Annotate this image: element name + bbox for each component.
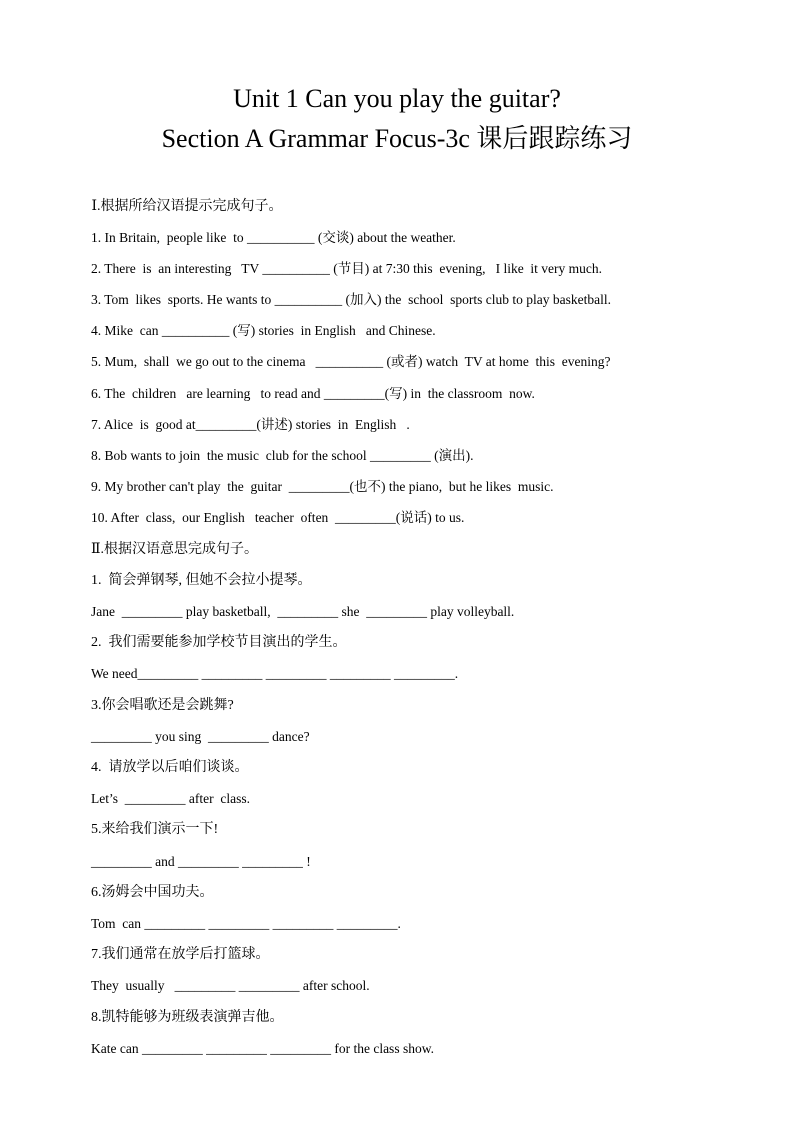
exercise-2-prompt: 7.我们通常在放学后打篮球。 xyxy=(91,947,270,962)
exercise-2-answer-line: Tom can _________ _________ _________ _________. xyxy=(91,916,401,931)
exercise-2-answer-line: Let’s _________ after class. xyxy=(91,791,250,806)
exercise-1-item: 8. Bob wants to join the music club for the school _________ (演出). xyxy=(91,448,474,463)
exercise-2-answer-line: Kate can _________ _________ _________ for the class show. xyxy=(91,1041,434,1056)
worksheet-title-line-1: Unit 1 Can you play the guitar? xyxy=(233,84,561,113)
exercise-2-prompt: 4. 请放学以后咱们谈谈。 xyxy=(91,760,249,775)
worksheet-title-line-2: Section A Grammar Focus-3c 课后跟踪练习 xyxy=(161,124,633,153)
exercise-2-answer-line: They usually _________ _________ after school. xyxy=(91,978,370,993)
section-2-heading: Ⅱ.根据汉语意思完成句子。 xyxy=(91,542,259,557)
exercise-1-item: 2. There is an interesting TV __________ (节目) at 7:30 this evening, I like it very much. xyxy=(91,261,603,276)
exercise-1-item: 9. My brother can't play the guitar _________(也不) the piano, but he likes music. xyxy=(91,479,554,494)
exercise-2-prompt: 2. 我们需要能参加学校节目演出的学生。 xyxy=(91,635,347,650)
exercise-1-item: 3. Tom likes sports. He wants to __________ (加入) the school sports club to play basketball. xyxy=(91,292,612,307)
exercise-2-prompt: 3.你会唱歌还是会跳舞? xyxy=(91,698,234,713)
exercise-1-item: 1. In Britain, people like to __________ (交谈) about the weather. xyxy=(91,230,456,245)
exercise-1-item: 4. Mike can __________ (写) stories in English and Chinese. xyxy=(91,323,436,338)
exercise-2-prompt: 1. 简会弹钢琴, 但她不会拉小提琴。 xyxy=(91,573,312,588)
exercise-2-answer-line: We need_________ _________ _________ _________ _________. xyxy=(91,666,459,681)
section-1-heading: Ⅰ.根据所给汉语提示完成句子。 xyxy=(88,199,283,214)
exercise-2-prompt: 6.汤姆会中国功夫。 xyxy=(91,885,214,900)
exercise-2-prompt: 5.来给我们演示一下! xyxy=(91,822,219,837)
exercise-1-item: 5. Mum, shall we go out to the cinema __________ (或者) watch TV at home this evening? xyxy=(91,354,611,369)
exercise-2-answer-line: Jane _________ play basketball, _________ she _________ play volleyball. xyxy=(91,604,515,619)
exercise-2-prompt: 8.凯特能够为班级表演弹吉他。 xyxy=(91,1010,284,1025)
exercise-1-item: 10. After class, our English teacher often _________(说话) to us. xyxy=(91,510,465,525)
exercise-1-item: 7. Alice is good at_________(讲述) stories in English . xyxy=(91,417,410,432)
exercise-2-answer-line: _________ you sing _________ dance? xyxy=(91,729,310,744)
exercise-1-item: 6. The children are learning to read and _________(写) in the classroom now. xyxy=(91,386,535,401)
exercise-2-answer-line: _________ and _________ _________ ! xyxy=(91,854,311,869)
